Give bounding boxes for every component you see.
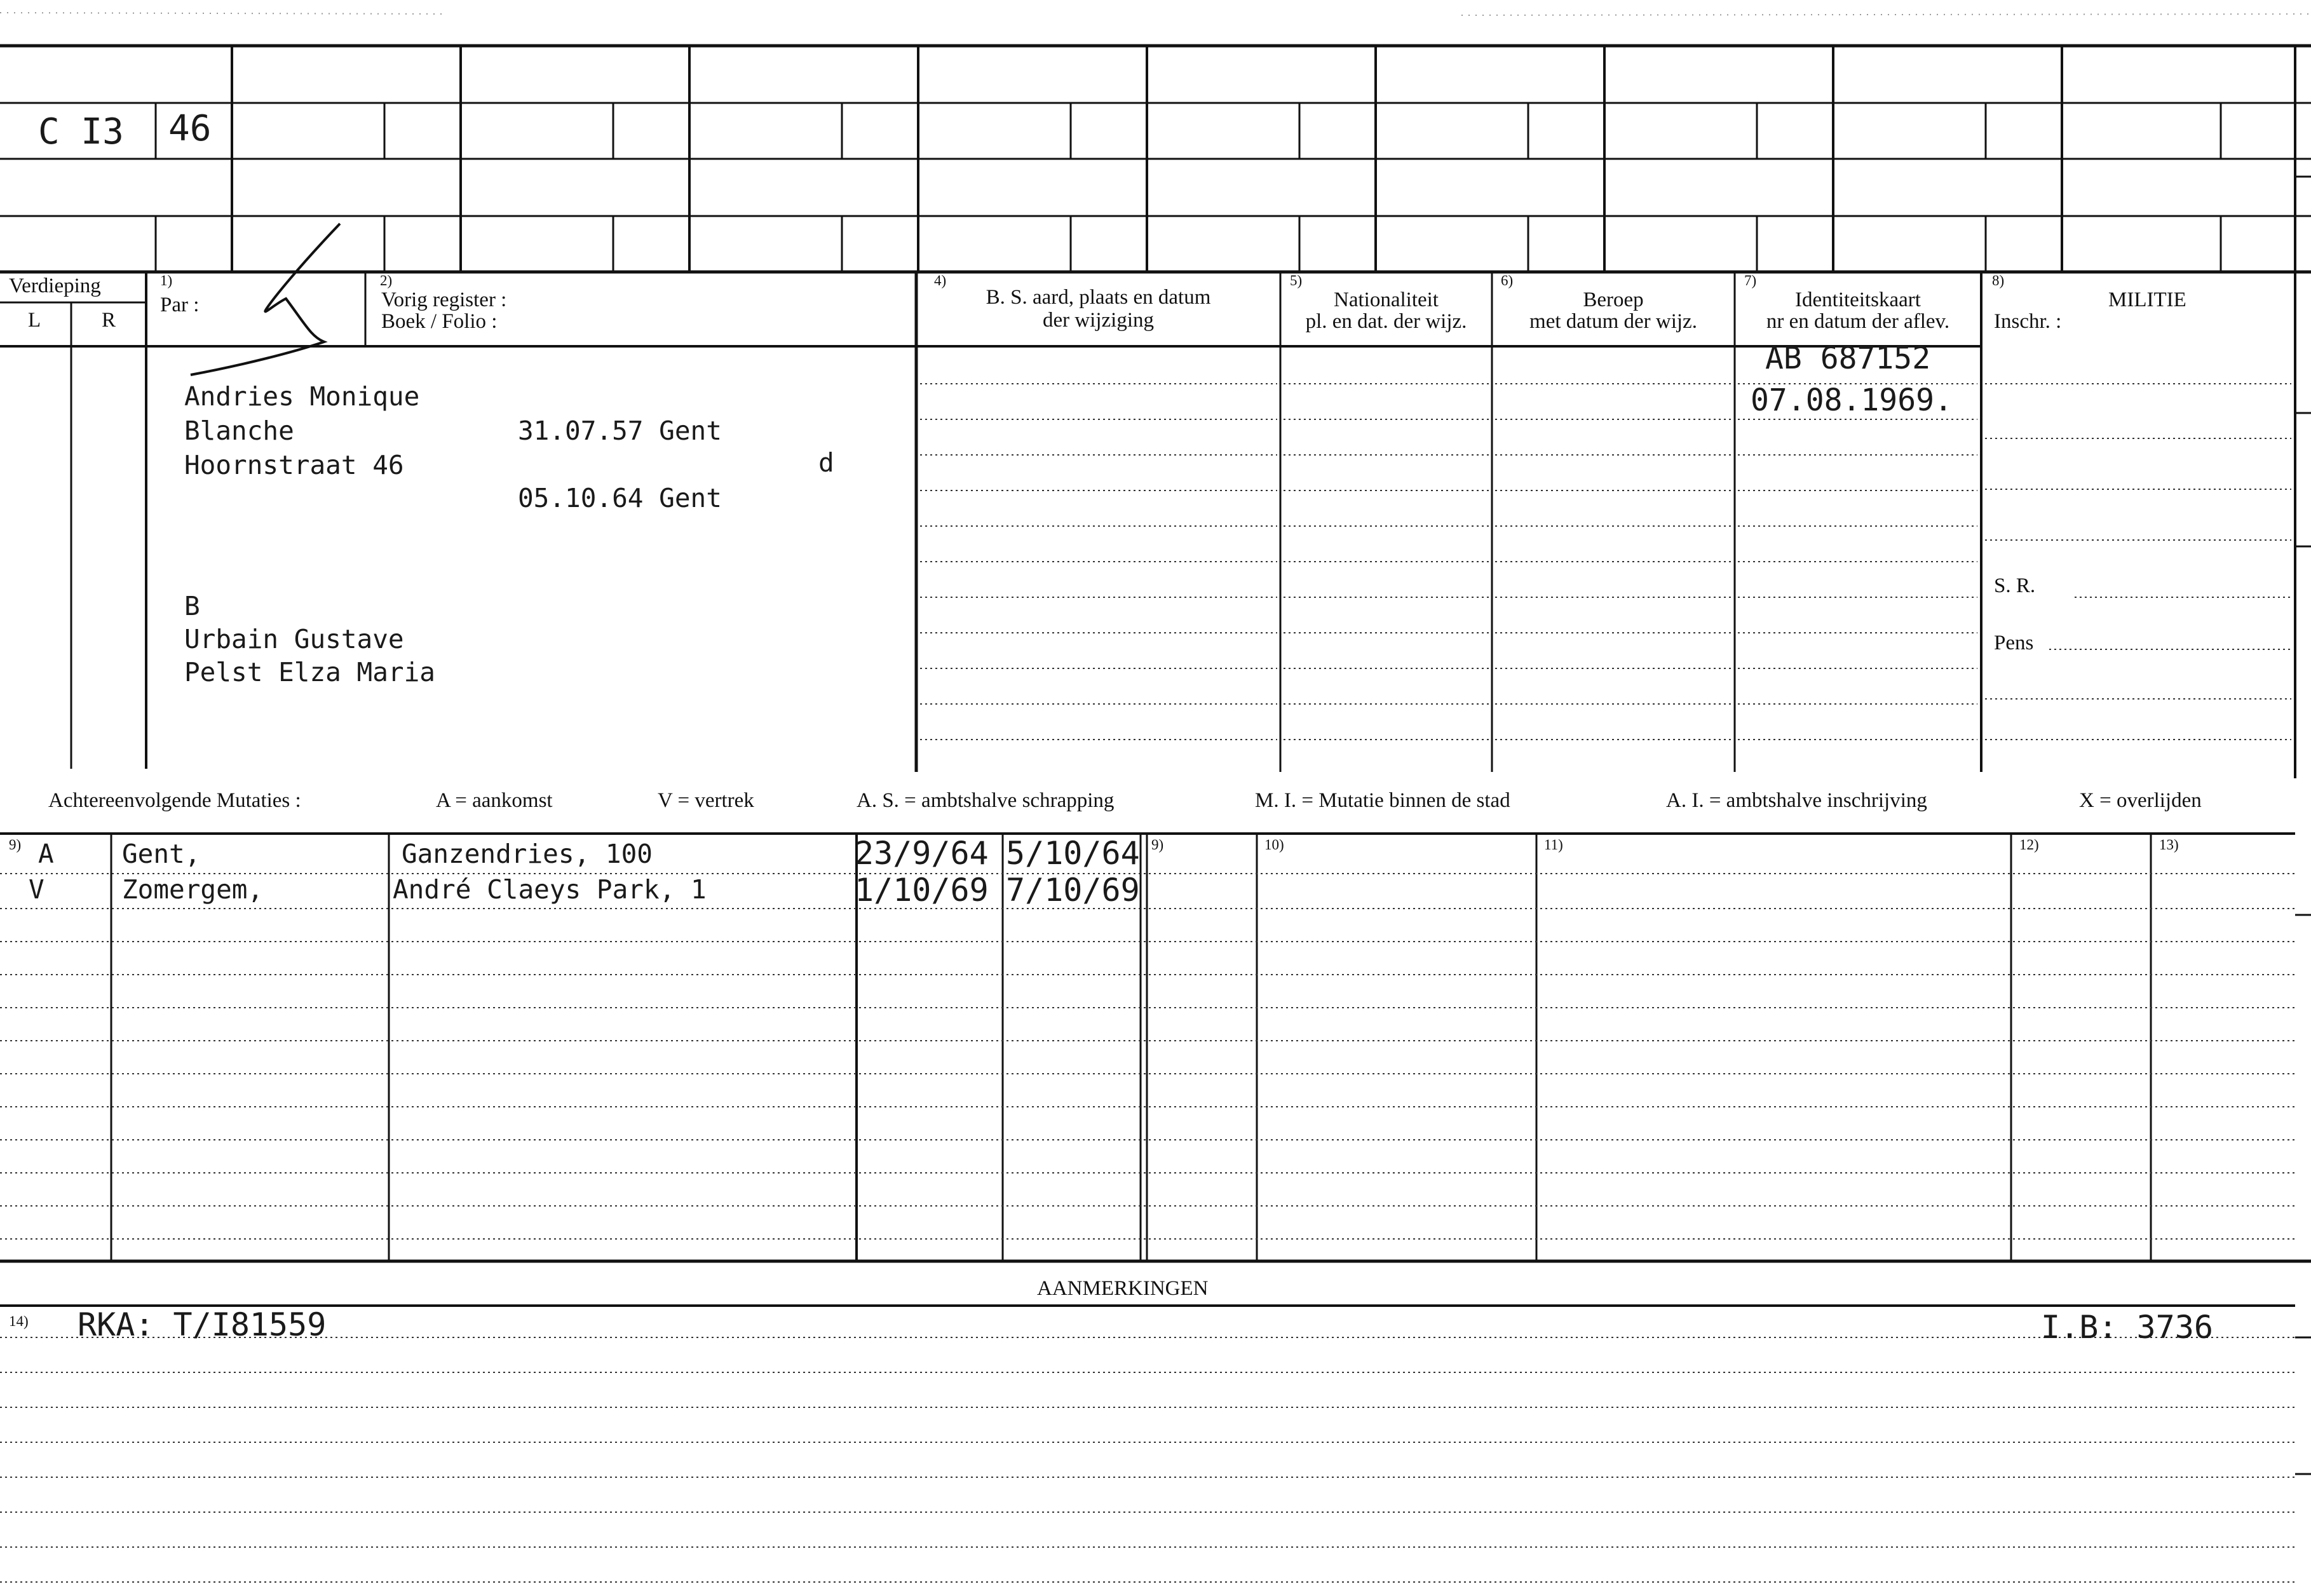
mutation-row2-date2: 7/10/69 [1006, 872, 1140, 909]
legend-v: V = vertrek [658, 789, 754, 812]
legend-x: X = overlijden [2079, 789, 2202, 812]
beroep-header-line2: met datum der wijz. [1529, 310, 1697, 333]
mut-col11-right: 11) [1544, 837, 1563, 853]
id-card-date: 07.08.1969. [1751, 382, 1953, 418]
mutation-row2-date1: 1/10/69 [855, 872, 989, 909]
id-header-line1: Identiteitskaart [1795, 288, 1921, 311]
boek-folio-label: Boek / Folio : [381, 310, 498, 333]
vorig-register-label: Vorig register : [381, 288, 507, 311]
id-number: 7) [1744, 273, 1757, 288]
register-code: C I3 [38, 111, 124, 152]
mutation-row1-date1: 23/9/64 [855, 835, 989, 872]
remarks-number: 14) [9, 1313, 29, 1329]
legend-mi: M. I. = Mutatie binnen de stad [1255, 789, 1510, 812]
verdieping-l: L [28, 309, 41, 332]
mutation-row1-type: A [38, 839, 54, 869]
mut-col9-left: 9) [9, 837, 22, 853]
vorig-number: 2) [380, 273, 393, 288]
par-handwritten-stroke [191, 224, 340, 375]
person-mother: Pelst Elza Maria [184, 657, 435, 687]
militie-inschr: Inschr. : [1994, 310, 2062, 333]
remarks-title: AANMERKINGEN [1037, 1277, 1209, 1300]
legend-as: A. S. = ambtshalve schrapping [857, 789, 1115, 812]
par-label: Par : [160, 294, 200, 316]
legend-ai: A. I. = ambtshalve inschrijving [1666, 789, 1927, 812]
verdieping-label: Verdieping [9, 274, 101, 297]
person-birth: 31.07.57 Gent [518, 416, 722, 446]
mutation-row2-type: V [29, 874, 44, 905]
par-number: 1) [160, 273, 173, 288]
mutation-row1-street: Ganzendries, 100 [402, 839, 653, 869]
legend-label: Achtereenvolgende Mutaties : [48, 789, 301, 812]
mut-col12-right: 12) [2019, 837, 2039, 853]
beroep-number: 6) [1501, 273, 1514, 288]
id-header-line2: nr en datum der aflev. [1766, 310, 1950, 333]
person-marker: d [818, 447, 834, 478]
remarks-rka: RKA: T/I81559 [78, 1306, 327, 1343]
nat-number: 5) [1290, 273, 1303, 288]
militie-sr: S. R. [1994, 574, 2036, 597]
legend-a: A = aankomst [436, 789, 553, 812]
militie-title: MILITIE [2108, 288, 2186, 311]
register-number: 46 [168, 108, 212, 149]
person-name-line1: Andries Monique [184, 381, 420, 412]
mut-col9-right: 9) [1151, 837, 1164, 853]
mutation-row2-city: Zomergem, [122, 874, 264, 905]
id-card-number: AB 687152 [1765, 341, 1931, 376]
militie-number: 8) [1992, 273, 2005, 288]
mutation-row2-street: André Claeys Park, 1 [393, 874, 707, 905]
person-date2: 05.10.64 Gent [518, 483, 722, 513]
person-father: Urbain Gustave [184, 624, 404, 654]
mut-col10-right: 10) [1264, 837, 1284, 853]
nat-header-line1: Nationaliteit [1334, 288, 1439, 311]
nat-header-line2: pl. en dat. der wijz. [1305, 310, 1467, 333]
bs-header-line1: B. S. aard, plaats en datum [986, 286, 1211, 309]
person-parent-code: B [184, 591, 200, 621]
verdieping-r: R [102, 309, 116, 332]
mut-col13-right: 13) [2159, 837, 2179, 853]
bs-header-line2: der wijziging [1042, 309, 1155, 332]
beroep-header-line1: Beroep [1583, 288, 1644, 311]
person-name-line2: Blanche [184, 416, 294, 446]
militie-pens: Pens [1994, 632, 2034, 654]
mutation-row1-date2: 5/10/64 [1006, 835, 1140, 872]
remarks-ib: I.B: 3736 [2041, 1309, 2213, 1346]
person-address: Hoornstraat 46 [184, 450, 404, 480]
mutation-row1-city: Gent, [122, 839, 201, 869]
bs-number: 4) [934, 273, 947, 288]
